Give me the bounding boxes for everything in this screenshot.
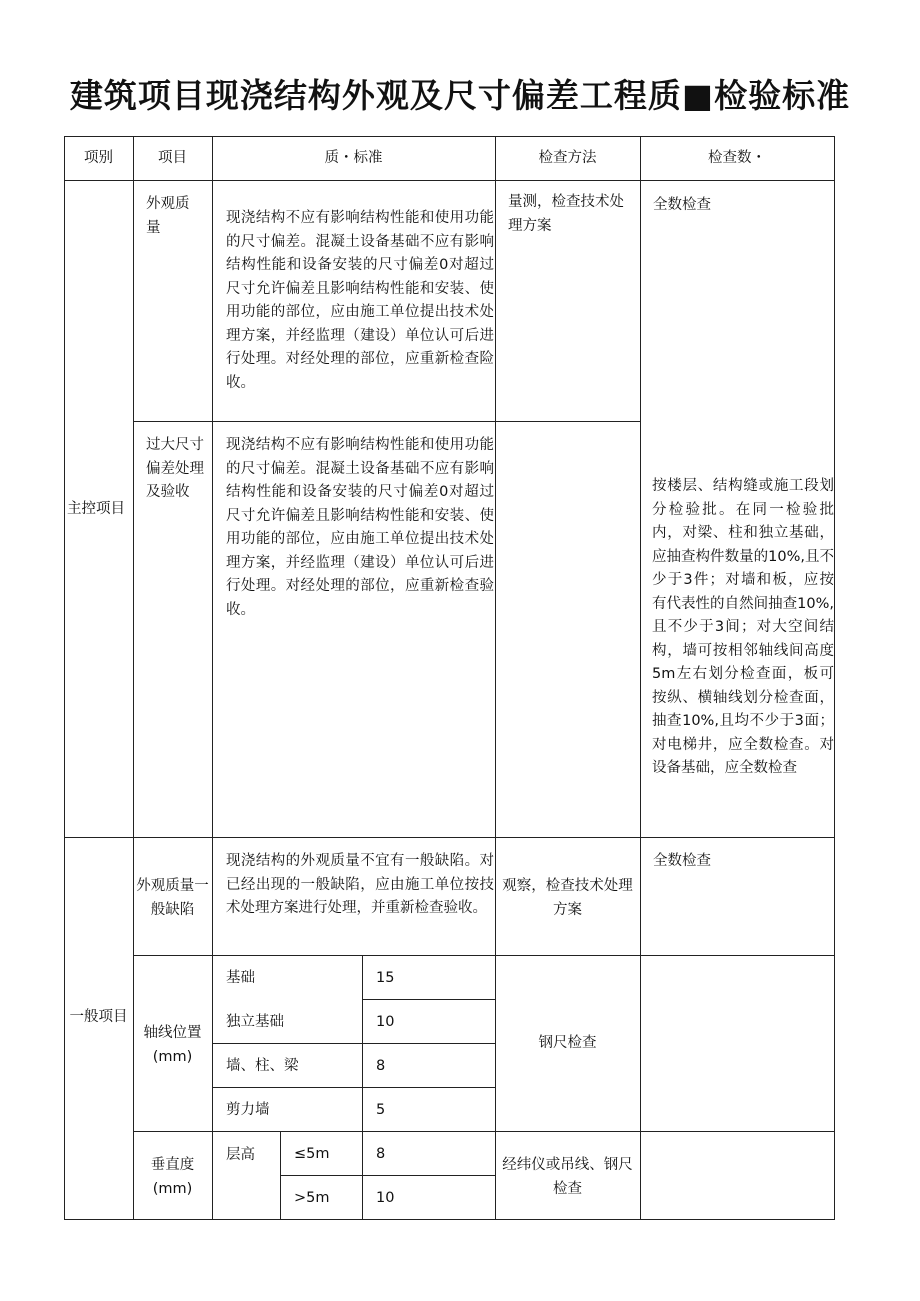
- verticality-floor-height: 层高: [226, 1147, 255, 1163]
- axis-row-value: 15: [376, 970, 395, 986]
- verticality-cond: ≤5m: [294, 1146, 330, 1162]
- general-label: 一般项目: [69, 1009, 128, 1025]
- axis-row-name: 基础: [226, 970, 255, 986]
- header-method: 检查方法: [538, 150, 597, 166]
- header-standard: 质・标准: [324, 150, 383, 166]
- axis-row-name: 剪力墙: [226, 1102, 270, 1118]
- quantity-oversize-deviation: 按楼层、结构缝或施工段划分检验批。在同一检验批内，对梁、柱和独立基础，应抽查构件数量的10%,且不少于3件；对墙和板，应按有代表性的自然间抽查10%,且不少于3间；对大空间结构，墙可按相邻轴线间高度5m左右划分检查面，板可按纵、横轴线划分检查面，抽查10%,且均不少于3面；对电梯井，应全数检查。对设备基础，应全数检查: [652, 478, 834, 776]
- item-oversize-deviation: 过大尺寸偏差处理及验收: [146, 437, 204, 500]
- main-control-label: 主控项目: [67, 501, 125, 517]
- header-item: 项目: [158, 150, 187, 166]
- method-general-defects: 观察，检查技术处理方案: [502, 878, 633, 918]
- standard-oversize-deviation: 现浇结构不应有影响结构性能和使用功能的尺寸偏差。混凝土设备基础不应有影响结构性能和设备安装的尺寸偏差0对超过尺寸允许偏差且影响结构性能和安装、使用功能的部位，应由施工单位提出技术处理方案，并经监理（建设）单位认可后进行处理。对经处理的部位，应重新检查验收。: [226, 437, 494, 618]
- verticality-value: 8: [376, 1146, 386, 1162]
- quantity-appearance-quality: 全数检查: [653, 197, 711, 213]
- verticality-cond: >5m: [294, 1190, 330, 1206]
- standard-general-defects: 现浇结构的外观质量不宜有一般缺陷。对已经出现的一般缺陷，应由施工单位按技术处理方案进行处理，并重新检查验收。: [226, 853, 494, 916]
- axis-row-value: 10: [376, 1014, 395, 1030]
- method-axis-position: 钢尺检查: [538, 1035, 597, 1051]
- standard-appearance-quality: 现浇结构不应有影响结构性能和使用功能的尺寸偏差。混凝土设备基础不应有影响结构性能和设备安装的尺寸偏差0对超过尺寸允许偏差且影响结构性能和安装、使用功能的部位，应由施工单位提出技术处理方案，并经监理（建设）单位认可后进行处理。对经处理的部位，应重新检查险收。: [226, 210, 494, 391]
- verticality-value: 10: [376, 1190, 395, 1206]
- axis-row-name: 独立基础: [226, 1014, 284, 1030]
- axis-row-value: 8: [376, 1058, 386, 1074]
- item-verticality: 垂直度(mm): [150, 1157, 195, 1197]
- axis-row-name: 墙、柱、梁: [226, 1058, 299, 1074]
- item-general-defects: 外观质量一般缺陷: [136, 878, 209, 918]
- axis-row-value: 5: [376, 1102, 386, 1118]
- method-verticality: 经纬仪或吊线、钢尺检查: [502, 1157, 633, 1197]
- quantity-general-defects: 全数检查: [653, 853, 711, 869]
- item-axis-position: 轴线位置(mm): [143, 1025, 202, 1065]
- page-title: 建筑项目现浇结构外观及尺寸偏差工程质■检验标准: [69, 76, 851, 115]
- method-appearance-quality: 量测，检查技术处理方案: [508, 194, 624, 234]
- header-category: 项别: [84, 150, 113, 166]
- item-appearance-quality: 外观质量: [146, 196, 190, 236]
- header-quantity: 检查数・: [708, 150, 766, 166]
